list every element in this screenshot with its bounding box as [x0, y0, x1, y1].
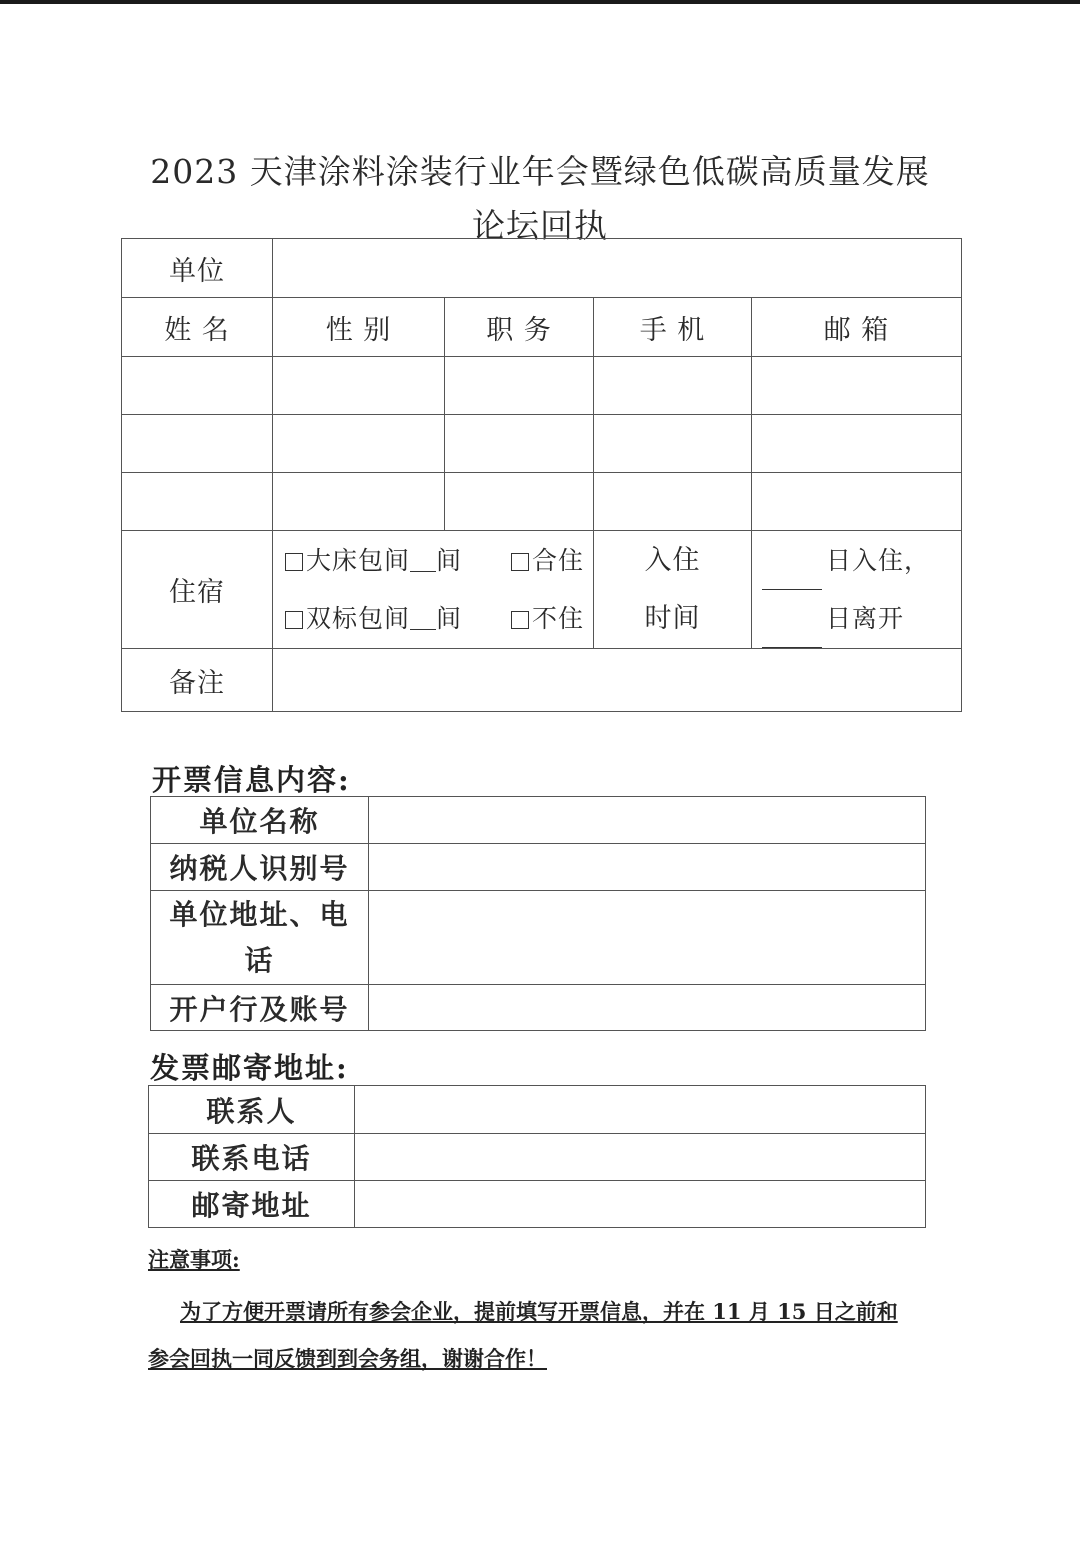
- invoice-field-bank[interactable]: [369, 985, 926, 1031]
- mailing-label-contact: 联系人: [149, 1086, 355, 1134]
- checkbox-twin[interactable]: [285, 611, 303, 629]
- notes-line1: 为了方便开票请所有参会企业，提前填写开票信息，并在 11 月 15 日之前和: [180, 1299, 898, 1324]
- header-position: 职 务: [445, 298, 594, 357]
- twin-label: 双标包间: [306, 603, 411, 633]
- checkout-date-blank[interactable]: [762, 629, 822, 648]
- invoice-field-company[interactable]: [369, 797, 926, 844]
- checkbox-big-bed[interactable]: [285, 553, 303, 571]
- cell-gender[interactable]: [273, 473, 445, 531]
- mailing-table: [148, 1085, 926, 1228]
- cell-mobile[interactable]: [594, 473, 752, 531]
- twin-count-blank[interactable]: [410, 611, 436, 630]
- invoice-label-bank: 开户行及账号: [151, 985, 369, 1031]
- checkin-date-blank[interactable]: [762, 571, 822, 590]
- header-name: 姓 名: [122, 298, 273, 357]
- lodging-label: 住宿: [122, 531, 273, 649]
- table-row: [122, 473, 962, 531]
- mailing-field-phone[interactable]: [355, 1134, 926, 1181]
- cell-name[interactable]: [122, 415, 273, 473]
- cell-name[interactable]: [122, 357, 273, 415]
- cell-position[interactable]: [445, 357, 594, 415]
- notes-line2: 参会回执一同反馈到到会务组，谢谢合作！: [148, 1346, 547, 1371]
- invoice-field-taxid[interactable]: [369, 844, 926, 891]
- notes-heading: 注意事项:: [148, 1247, 240, 1272]
- checkin-label-line2: 时间: [644, 602, 701, 634]
- invoice-field-address[interactable]: [369, 891, 926, 985]
- unit-label: 单位: [122, 239, 273, 298]
- checkout-text: 日离开: [826, 603, 905, 633]
- table-row: [122, 357, 962, 415]
- share-label: 合住: [531, 545, 584, 575]
- no-stay-label: 不住: [531, 603, 584, 633]
- checkin-text: 日入住，: [826, 545, 931, 575]
- unit-field[interactable]: [273, 239, 962, 298]
- checkin-label-line1: 入住: [644, 544, 701, 576]
- big-bed-label: 大床包间: [306, 545, 411, 575]
- header-email: 邮 箱: [752, 298, 962, 357]
- stay-dates: [752, 531, 962, 649]
- remarks-label: 备注: [122, 649, 273, 712]
- cell-name[interactable]: [122, 473, 273, 531]
- cell-mobile[interactable]: [594, 357, 752, 415]
- room-unit-label: 间: [436, 545, 463, 575]
- mailing-heading: 发票邮寄地址:: [150, 1051, 349, 1085]
- invoice-label-company: 单位名称: [151, 797, 369, 844]
- remarks-field[interactable]: [273, 649, 962, 712]
- checkin-time-label: [594, 531, 752, 649]
- cell-mobile[interactable]: [594, 415, 752, 473]
- cell-email[interactable]: [752, 357, 962, 415]
- mailing-field-address[interactable]: [355, 1181, 926, 1228]
- table-row: [122, 415, 962, 473]
- checkbox-share[interactable]: [511, 553, 529, 571]
- cell-email[interactable]: [752, 415, 962, 473]
- invoice-table: [150, 796, 926, 1031]
- notes-body: [148, 1288, 928, 1382]
- header-mobile: 手 机: [594, 298, 752, 357]
- big-bed-count-blank[interactable]: [410, 553, 436, 572]
- mailing-label-phone: 联系电话: [149, 1134, 355, 1181]
- cell-email[interactable]: [752, 473, 962, 531]
- invoice-label-address: 单位地址、电话: [151, 891, 369, 985]
- cell-position[interactable]: [445, 415, 594, 473]
- checkbox-no-stay[interactable]: [511, 611, 529, 629]
- mailing-field-contact[interactable]: [355, 1086, 926, 1134]
- invoice-label-taxid: 纳税人识别号: [151, 844, 369, 891]
- room-unit-label: 间: [436, 603, 463, 633]
- document-title-line2: 论坛回执: [472, 206, 608, 245]
- header-gender: 性 别: [273, 298, 445, 357]
- cell-position[interactable]: [445, 473, 594, 531]
- invoice-heading: 开票信息内容:: [152, 763, 351, 797]
- registration-table: [121, 238, 962, 712]
- cell-gender[interactable]: [273, 415, 445, 473]
- document-title-line1: 2023 天津涂料涂装行业年会暨绿色低碳高质量发展: [150, 152, 930, 191]
- mailing-label-address: 邮寄地址: [149, 1181, 355, 1228]
- lodging-options: [273, 531, 594, 649]
- cell-gender[interactable]: [273, 357, 445, 415]
- top-edge-bar: [0, 0, 1080, 4]
